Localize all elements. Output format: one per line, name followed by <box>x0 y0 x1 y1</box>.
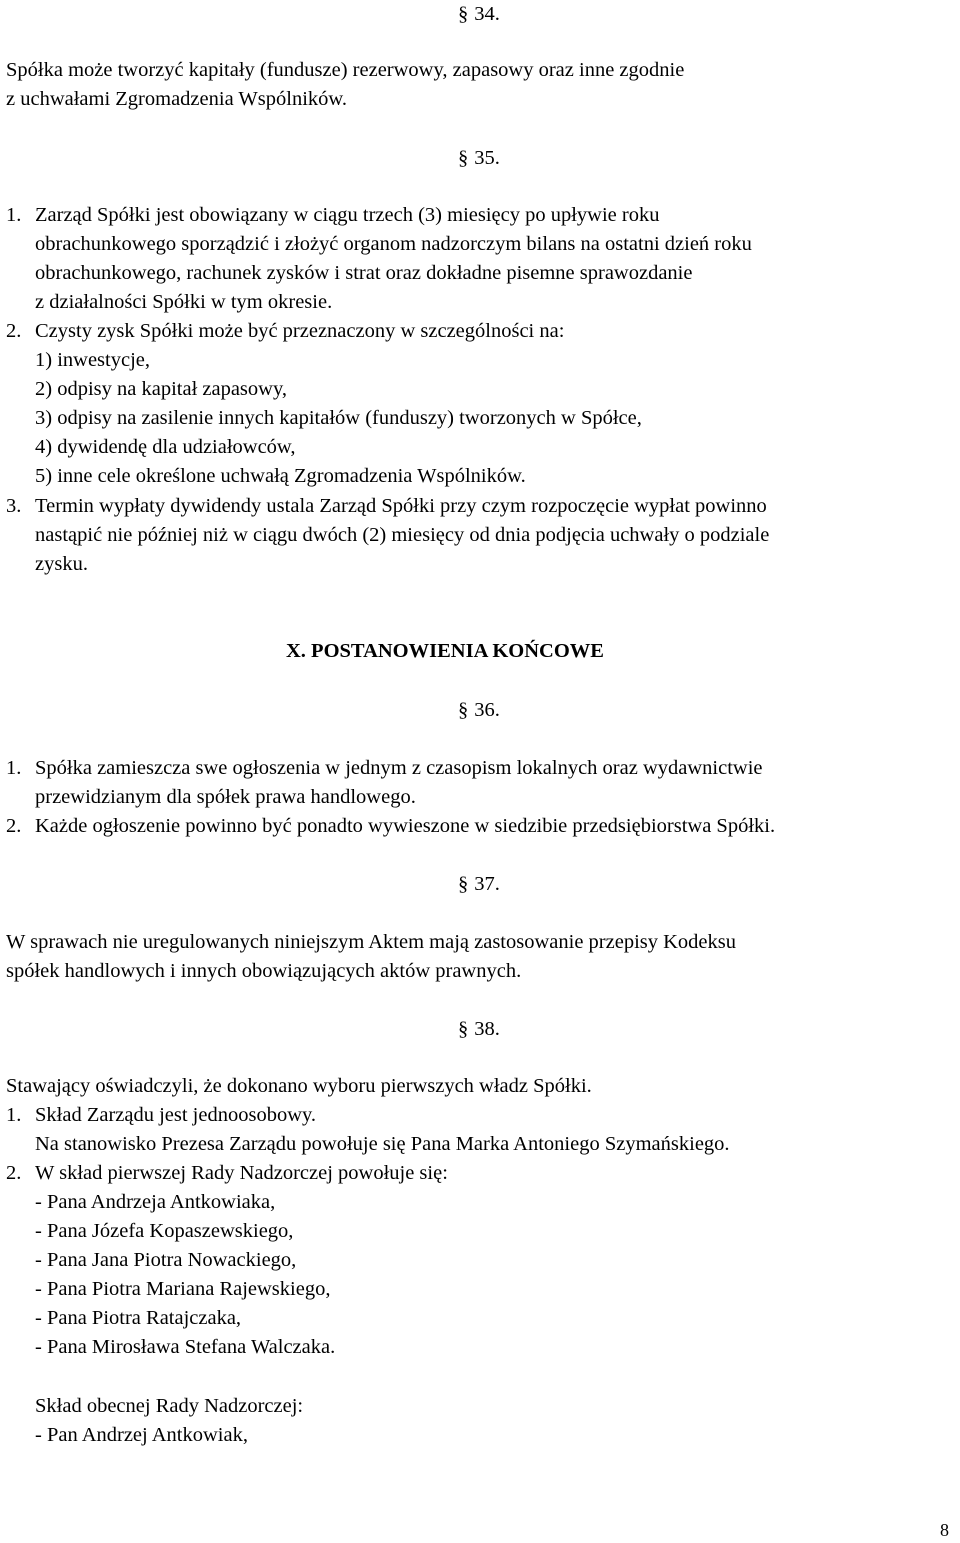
paragraph-text: przewidzianym dla spółek prawa handlowego. <box>35 786 416 808</box>
paragraph-text: Skład Zarządu jest jednoosobowy. <box>35 1104 317 1126</box>
chapter-heading: X. POSTANOWIENIA KOŃCOWE <box>286 640 604 662</box>
item-number: 3. <box>6 495 22 517</box>
item-number: 2. <box>6 815 22 837</box>
item-number: 2. <box>6 320 22 342</box>
paragraph-text: z działalności Spółki w tym okresie. <box>35 291 333 313</box>
list-item: - Pana Józefa Kopaszewskiego, <box>35 1220 294 1242</box>
paragraph-text: spółek handlowych i innych obowiązujących aktów prawnych. <box>6 960 522 982</box>
list-item: - Pan Andrzej Antkowiak, <box>35 1424 248 1446</box>
section-number: 38. <box>474 1018 500 1040</box>
list-item: 5) inne cele określone uchwałą Zgromadzenia Wspólników. <box>35 465 526 487</box>
section-37-heading: § 37. <box>458 873 500 895</box>
section-number: 35. <box>474 147 500 169</box>
section-38-heading: § 38. <box>458 1018 500 1040</box>
paragraph-text: Każde ogłoszenie powinno być ponadto wywieszone w siedzibie przedsiębiorstwa Spółki. <box>35 815 776 837</box>
paragraph-text: Termin wypłaty dywidendy ustala Zarząd Spółki przy czym rozpoczęcie wypłat powinno <box>35 495 767 517</box>
list-item: - Pana Piotra Mariana Rajewskiego, <box>35 1278 331 1300</box>
list-item: 3) odpisy na zasilenie innych kapitałów (funduszy) tworzonych w Spółce, <box>35 407 642 429</box>
list-item: - Pana Piotra Ratajczaka, <box>35 1307 242 1329</box>
item-number: 1. <box>6 757 22 779</box>
paragraph-text: Na stanowisko Prezesa Zarządu powołuje się Pana Marka Antoniego Szymańskiego. <box>35 1133 730 1155</box>
list-item: 4) dywidendę dla udziałowców, <box>35 436 296 458</box>
paragraph-text: Spółka może tworzyć kapitały (fundusze) rezerwowy, zapasowy oraz inne zgodnie <box>6 59 685 81</box>
paragraph-text: W skład pierwszej Rady Nadzorczej powołuje się: <box>35 1162 448 1184</box>
paragraph-text: nastąpić nie później niż w ciągu dwóch (2) miesięcy od dnia podjęcia uchwały o podziale <box>35 524 770 546</box>
item-number: 2. <box>6 1162 22 1184</box>
list-item: - Pana Mirosława Stefana Walczaka. <box>35 1336 336 1358</box>
list-item: 2) odpisy na kapitał zapasowy, <box>35 378 288 400</box>
paragraph-text: Czysty zysk Spółki może być przeznaczony w szczególności na: <box>35 320 565 342</box>
section-35-heading: § 35. <box>458 147 500 169</box>
section-number: 36. <box>474 699 500 721</box>
page-number: 8 <box>940 1520 949 1540</box>
paragraph-text: W sprawach nie uregulowanych niniejszym Aktem mają zastosowanie przepisy Kodeksu <box>6 931 737 953</box>
item-number: 1. <box>6 204 22 226</box>
paragraph-text: obrachunkowego sporządzić i złożyć organom nadzorczym bilans na ostatni dzień roku <box>35 233 752 255</box>
paragraph-text: obrachunkowego, rachunek zysków i strat oraz dokładne pisemne sprawozdanie <box>35 262 693 284</box>
section-34-heading: § 34. <box>458 3 500 25</box>
list-item: - Pana Jana Piotra Nowackiego, <box>35 1249 297 1271</box>
paragraph-text: Skład obecnej Rady Nadzorczej: <box>35 1395 304 1417</box>
paragraph-text: Stawający oświadczyli, że dokonano wyboru pierwszych władz Spółki. <box>6 1075 592 1097</box>
paragraph-text: z uchwałami Zgromadzenia Wspólników. <box>6 88 347 110</box>
section-number: 34. <box>474 3 500 25</box>
paragraph-text: Spółka zamieszcza swe ogłoszenia w jednym z czasopism lokalnych oraz wydawnictwie <box>35 757 763 779</box>
item-number: 1. <box>6 1104 22 1126</box>
paragraph-text: zysku. <box>35 553 88 575</box>
list-item: - Pana Andrzeja Antkowiaka, <box>35 1191 276 1213</box>
section-36-heading: § 36. <box>458 699 500 721</box>
paragraph-text: Zarząd Spółki jest obowiązany w ciągu trzech (3) miesięcy po upływie roku <box>35 204 660 226</box>
list-item: 1) inwestycje, <box>35 349 150 371</box>
section-number: 37. <box>474 873 500 895</box>
